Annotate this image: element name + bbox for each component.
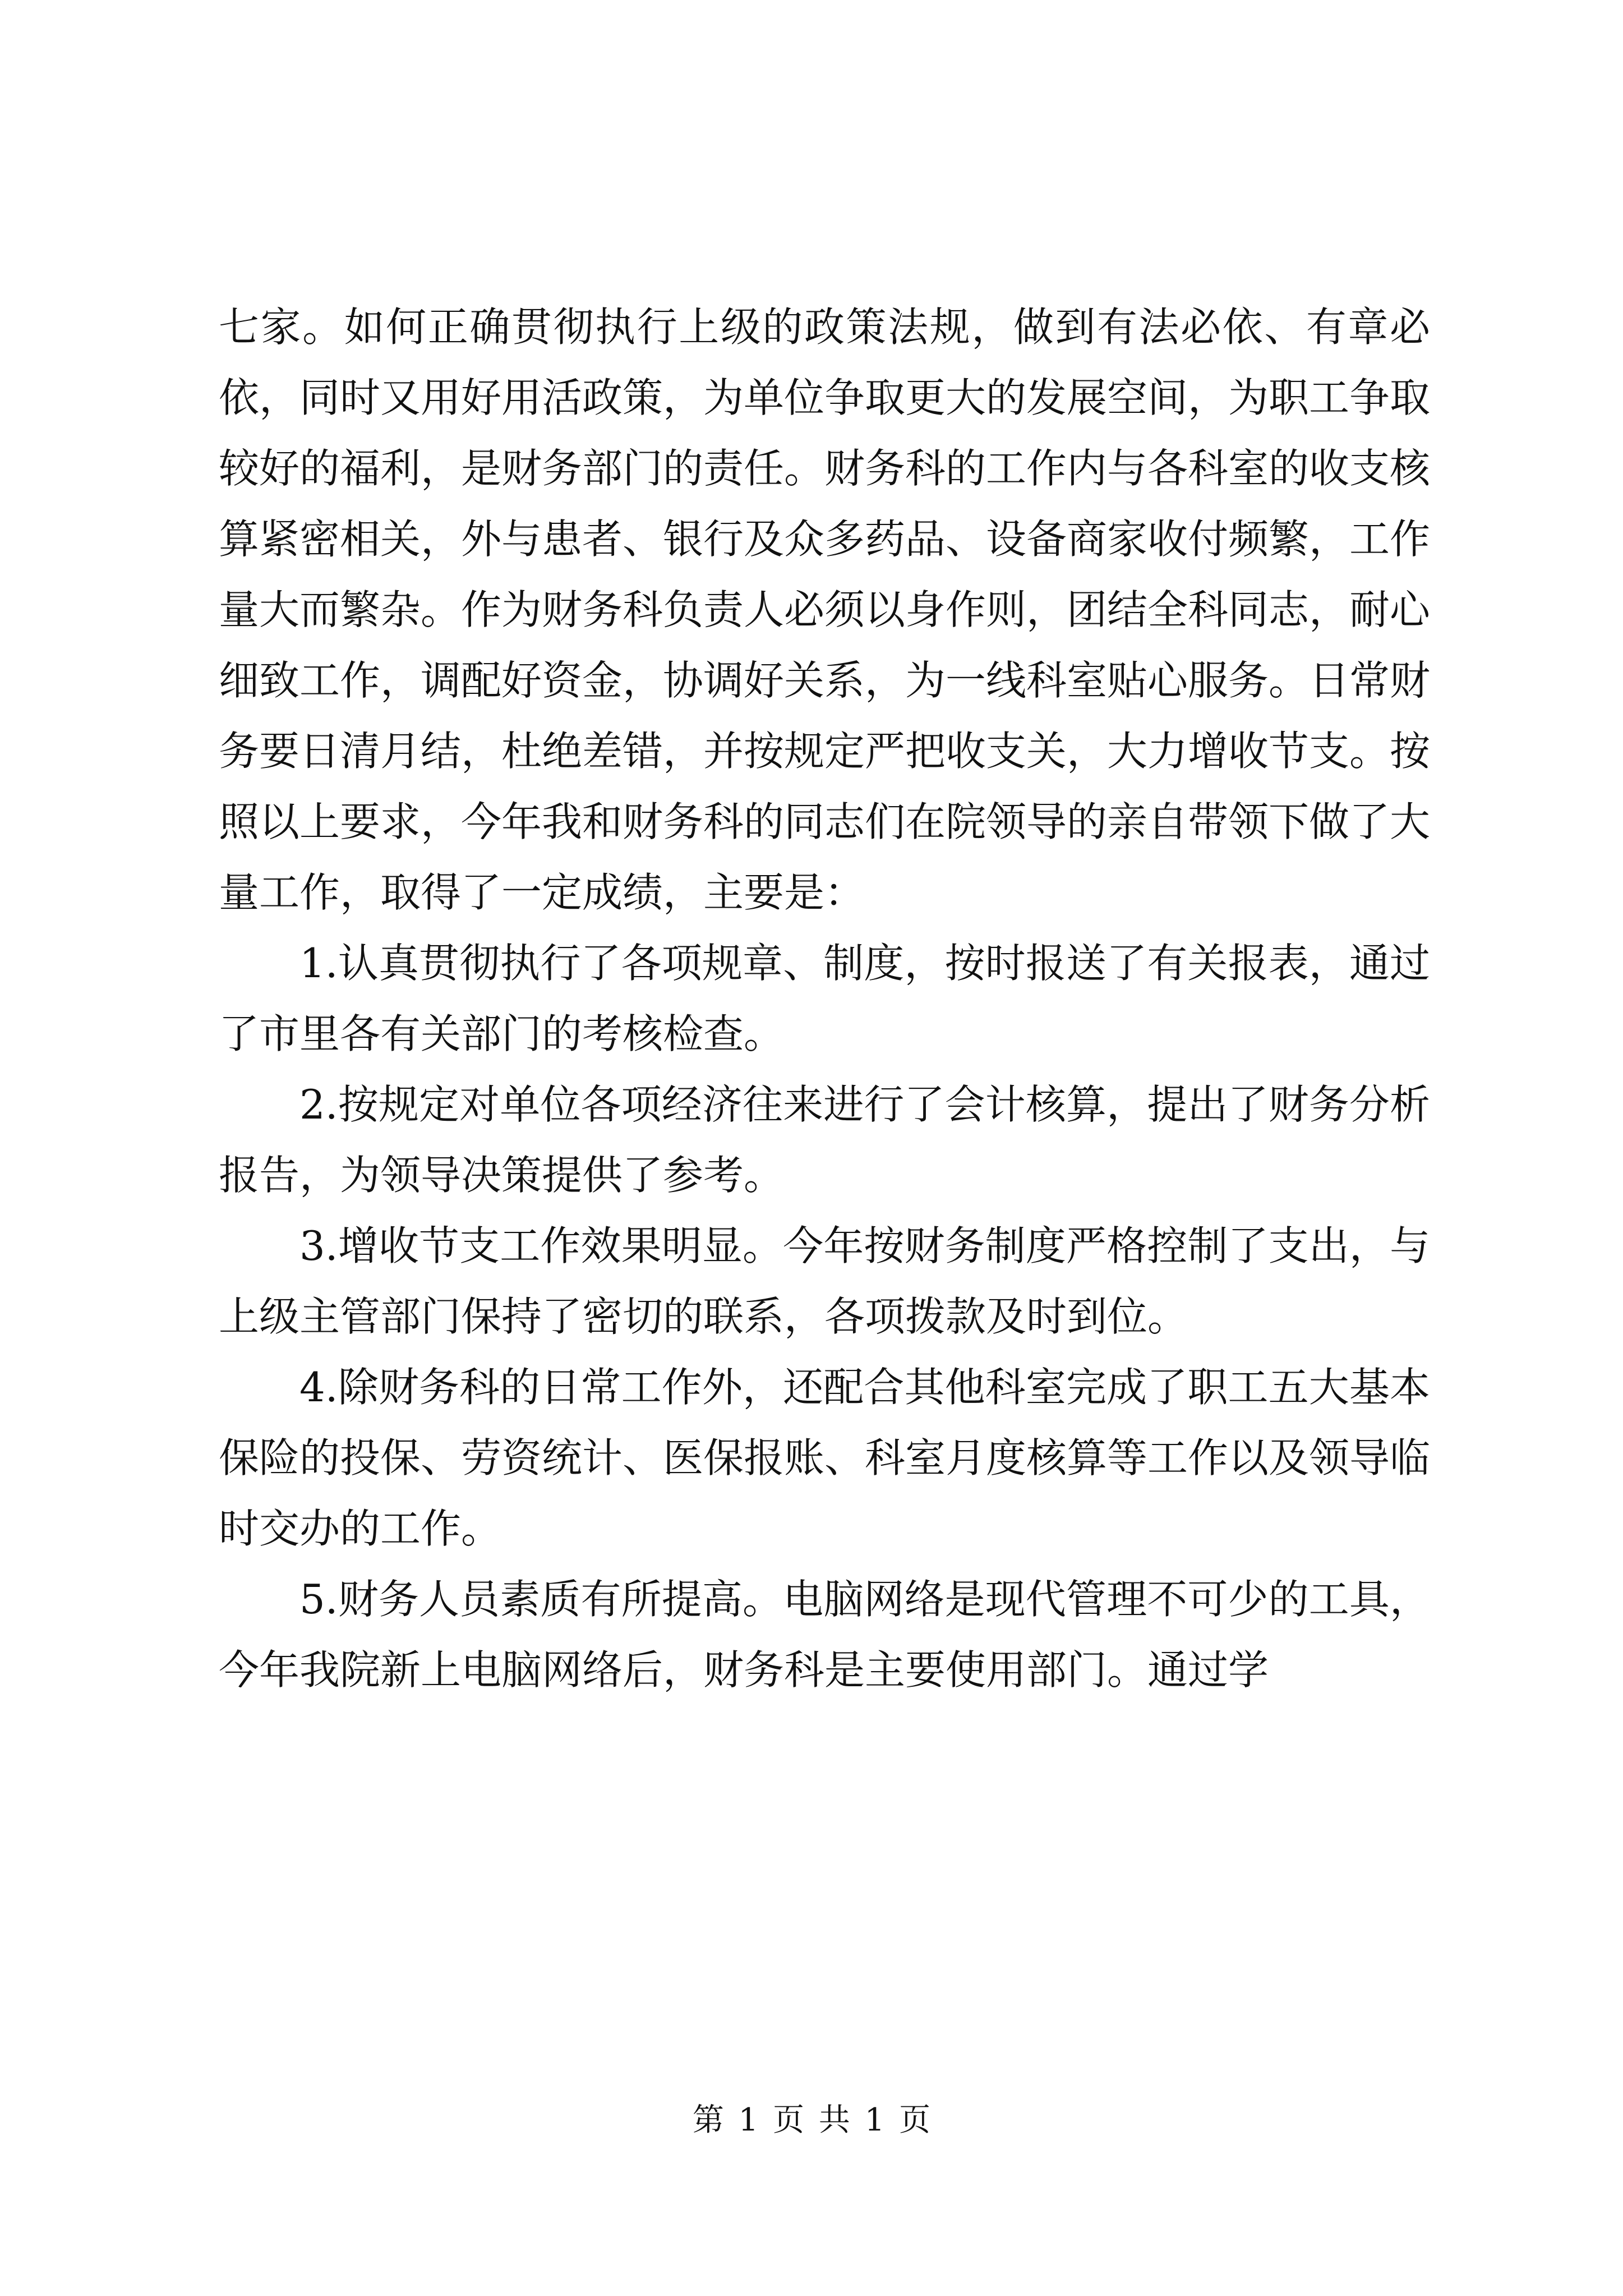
paragraph-item-3: 3.增收节支工作效果明显。今年按财务制度严格控制了支出，与上级主管部门保持了密切的联系，各项拨款及时到位。 (219, 1222, 1430, 1340)
page-footer: 第 1 页 共 1 页 (692, 2102, 931, 2138)
paragraph-item-2: 2.按规定对单位各项经济往来进行了会计核算，提出了财务分析报告，为领导决策提供了参考。 (219, 1081, 1430, 1199)
paragraph-item-5: 5.财务人员素质有所提高。电脑网络是现代管理不可少的工具，今年我院新上电脑网络后，财务科是主要使用部门。通过学 (219, 1576, 1430, 1694)
paragraph-intro: 七家。如何正确贯彻执行上级的政策法规，做到有法必依、有章必依，同时又用好用活政策，为单位争取更大的发展空间，为职工争取较好的福利，是财务部门的责任。财务科的工作内与各科室的收支核算紧密相关，外与患者、银行及众多药品、设备商家收付频繁，工作量大而繁杂。作为财务科负责人必须以身作则，团结全科同志，耐心细致工作，调配好资金，协调好关系，为一线科室贴心服务。日常财务要日清月结，杜绝差错，并按规定严把收支关，大力增收节支。按照以上要求，今年我和财务科的同志们在院领导的亲自带领下做了大量工作，取得了一定成绩，主要是： (219, 303, 1431, 916)
paragraph-item-4: 4.除财务科的日常工作外，还配合其他科室完成了职工五大基本保险的投保、劳资统计、医保报账、科室月度核算等工作以及领导临时交办的工作。 (219, 1364, 1431, 1552)
document-body (219, 292, 1430, 1705)
paragraph-item-1: 1.认真贯彻执行了各项规章、制度，按时报送了有关报表，通过了市里各有关部门的考核检查。 (219, 940, 1430, 1057)
